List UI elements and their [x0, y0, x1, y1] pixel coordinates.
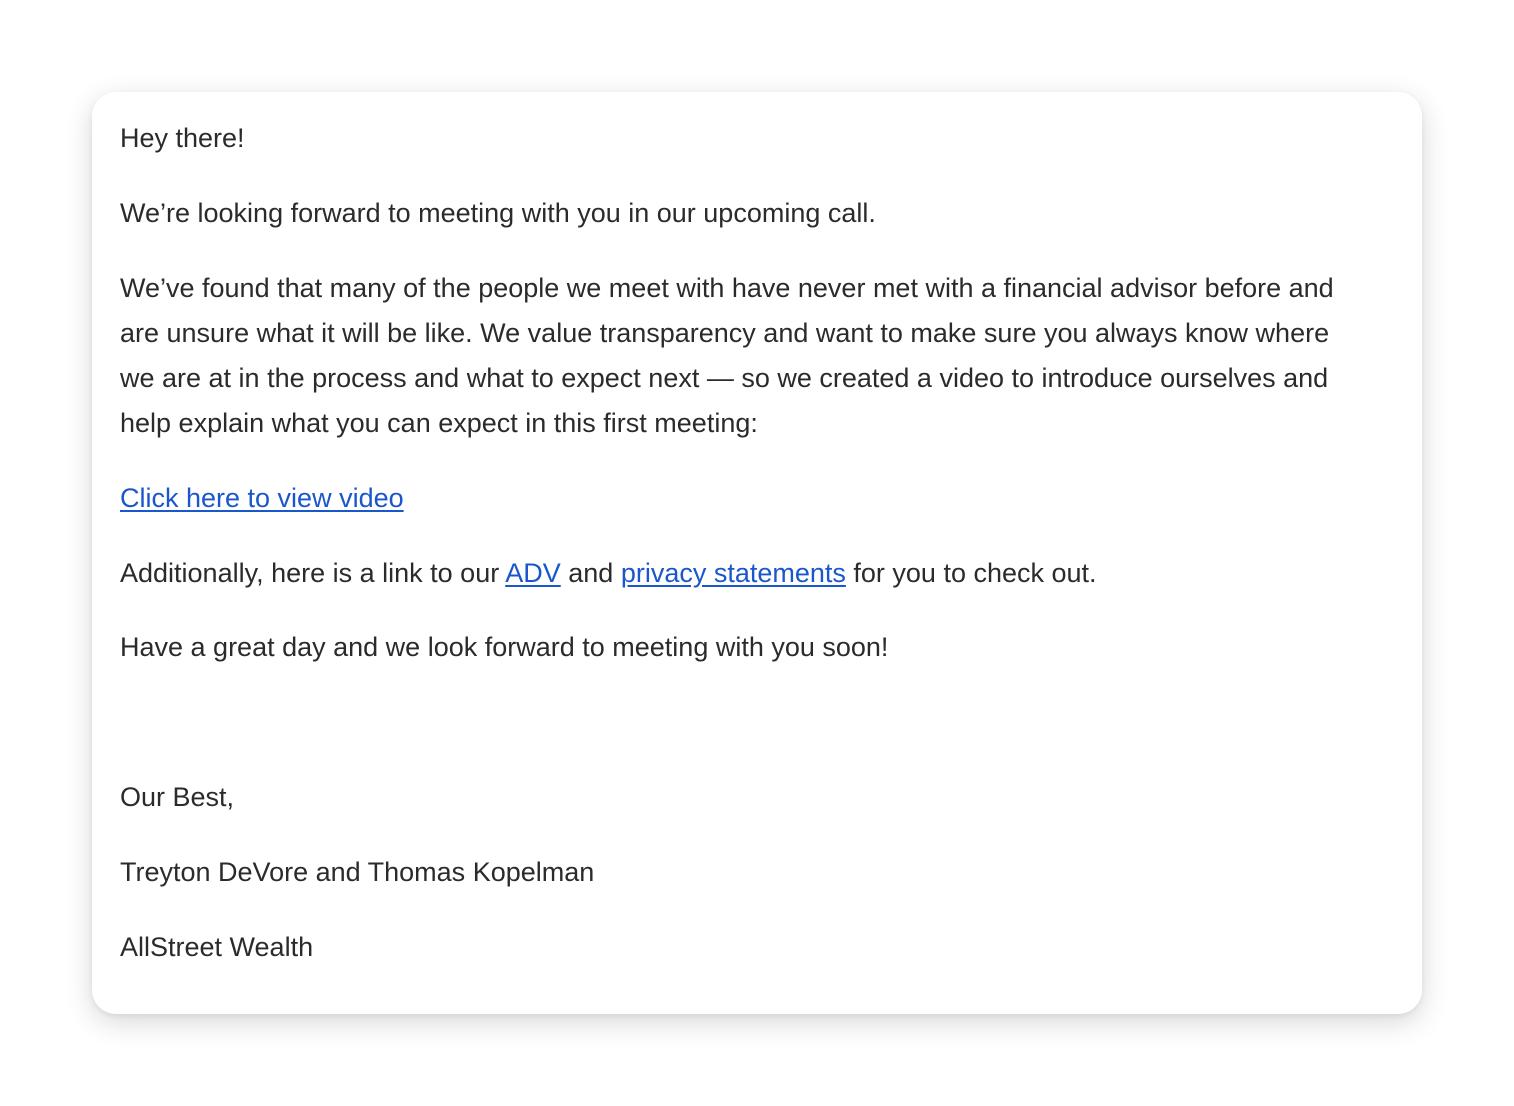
greeting: Hey there! — [120, 123, 245, 153]
additional-suffix-text: for you to check out. — [845, 558, 1097, 588]
signature-company: AllStreet Wealth — [120, 932, 314, 962]
video-link-paragraph — [120, 476, 1394, 521]
body-line: are unsure what it will be like. We value transparency and want to make sure you always know where — [120, 318, 1330, 348]
signature-names: Treyton DeVore and Thomas Kopelman — [120, 857, 595, 887]
body-line: we are at in the process and what to expect next — so we created a video to introduce ourselves and — [120, 363, 1329, 393]
additional-prefix-text: Additionally, here is a link to our — [120, 558, 506, 588]
closing-paragraph: Have a great day and we look forward to meeting with you soon! — [120, 632, 889, 662]
view-video-link[interactable]: Click here to view video — [120, 483, 404, 513]
additional-and-text: and — [560, 558, 621, 588]
signoff: Our Best, — [120, 782, 235, 812]
additional-links-paragraph — [120, 551, 1394, 596]
body-line: We’ve found that many of the people we meet with have never met with a financial advisor before and — [120, 273, 1334, 303]
privacy-statements-link[interactable]: privacy statements — [620, 558, 846, 588]
intro-paragraph: We’re looking forward to meeting with you in our upcoming call. — [120, 198, 876, 228]
body-line: help explain what you can expect in this first meeting: — [120, 408, 758, 438]
email-card — [92, 92, 1422, 1014]
adv-link[interactable]: ADV — [505, 558, 561, 588]
